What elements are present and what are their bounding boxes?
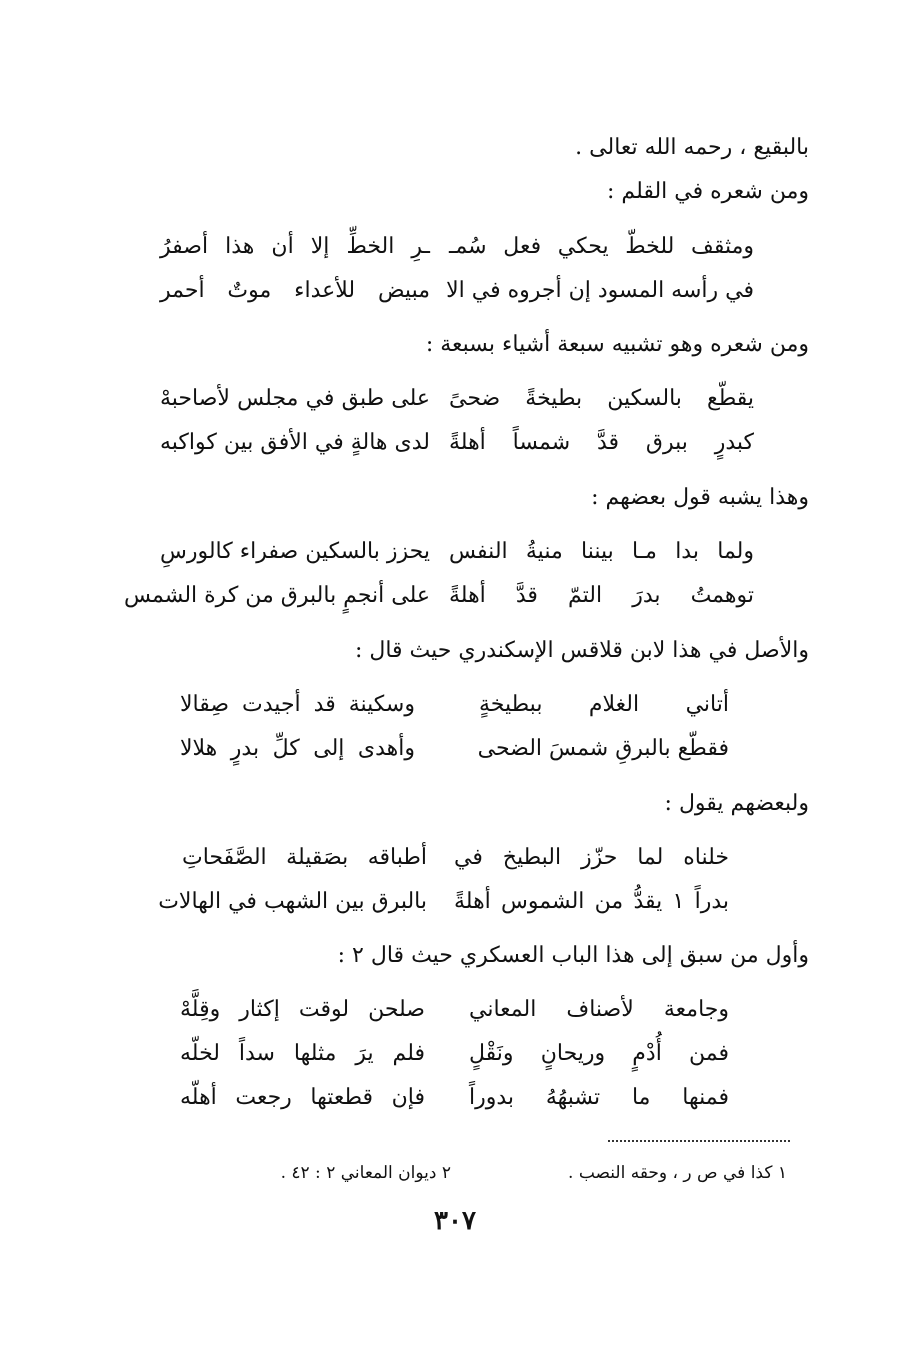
verse-hemistich: مبيض للأعداء موتٌ أحمر — [160, 278, 430, 303]
verse-hemistich: أطباقه بصَقيلة الصَّفَحاتِ — [182, 845, 427, 870]
prose-line: بالبقيع ، رحمه الله تعالى . — [575, 135, 809, 160]
verse-hemistich: ولما بدا مـا بيننا منيةُ النفس — [449, 539, 754, 564]
prose-line: ومن شعره وهو تشبيه سبعة أشياء بسبعة : — [425, 332, 809, 357]
verse-hemistich: وسكينة قد أجيدت صِقالا — [180, 692, 415, 717]
verse-hemistich: فمنها ما تشبهُهُ بدوراً — [469, 1085, 729, 1110]
prose-line: وهذا يشبه قول بعضهم : — [591, 485, 809, 510]
verse-hemistich: صلحن لوقت إكثار وقِلَّهْ — [180, 997, 425, 1022]
verse-hemistich: فإن قطعتها رجعت أهلّه — [180, 1085, 425, 1110]
verse-hemistich: فلم يرَ مثلها سداً لخلّه — [180, 1041, 425, 1066]
verse-hemistich: وجامعة لأصناف المعاني — [469, 997, 729, 1022]
footnote-1: ١ كذا في ص ر ، وحقه النصب . — [568, 1163, 787, 1183]
verse-hemistich: أتاني الغلام ببطيخةٍ — [479, 692, 729, 717]
footnote-separator — [608, 1140, 790, 1142]
verse-hemistich: خلناه لما حزّز البطيخ في — [454, 845, 729, 870]
verse-hemistich: في رأسه المسود إن أجروه في الا — [446, 278, 754, 303]
verse-hemistich: على أنجمٍ بالبرق من كرة الشمس — [123, 583, 430, 608]
verse-hemistich: يحزز بالسكين صفراء كالورسِ — [160, 539, 430, 564]
verse-hemistich: فمن أُدْمٍ وريحانٍ ونَقْلٍ — [469, 1041, 729, 1066]
verse-hemistich: لدى هالةٍ في الأفق بين كواكبه — [160, 430, 430, 455]
prose-line: ومن شعره في القلم : — [607, 179, 809, 204]
prose-line: ولبعضهم يقول : — [664, 791, 809, 816]
verse-hemistich: وأهدى إلى كلِّ بدرٍ هلالا — [180, 736, 415, 761]
verse-hemistich: بالبرق بين الشهب في الهالات — [158, 889, 427, 914]
footnote-2: ٢ ديوان المعاني ٢ : ٤٢ . — [280, 1163, 451, 1183]
verse-hemistich: ومثقف للخطّ يحكي فعل سُمـ — [449, 234, 754, 259]
verse-hemistich: بدراً ١ يقدُّ من الشموس أهلةً — [454, 889, 730, 914]
verse-hemistich: فقطّع بالبرقِ شمسَ الضحى — [477, 736, 729, 761]
prose-line: والأصل في هذا لابن قلاقس الإسكندري حيث قال : — [354, 638, 809, 663]
verse-hemistich: كبدرٍ ببرق قدَّ شمساً أهلةً — [449, 430, 754, 455]
verse-hemistich: ـرِ الخطِّ إلا أن هذا أصفرُ — [160, 234, 430, 259]
page-number: ٣٠٧ — [434, 1206, 476, 1236]
verse-hemistich: على طبق في مجلس لأصاحبهْ — [160, 386, 430, 411]
verse-hemistich: توهمتُ بدرَ التمّ قدَّ أهلةً — [449, 583, 754, 608]
verse-hemistich: يقطّع بالسكين بطيخةً ضحىً — [449, 386, 754, 411]
prose-line: وأول من سبق إلى هذا الباب العسكري حيث قال ٢ : — [337, 943, 809, 968]
